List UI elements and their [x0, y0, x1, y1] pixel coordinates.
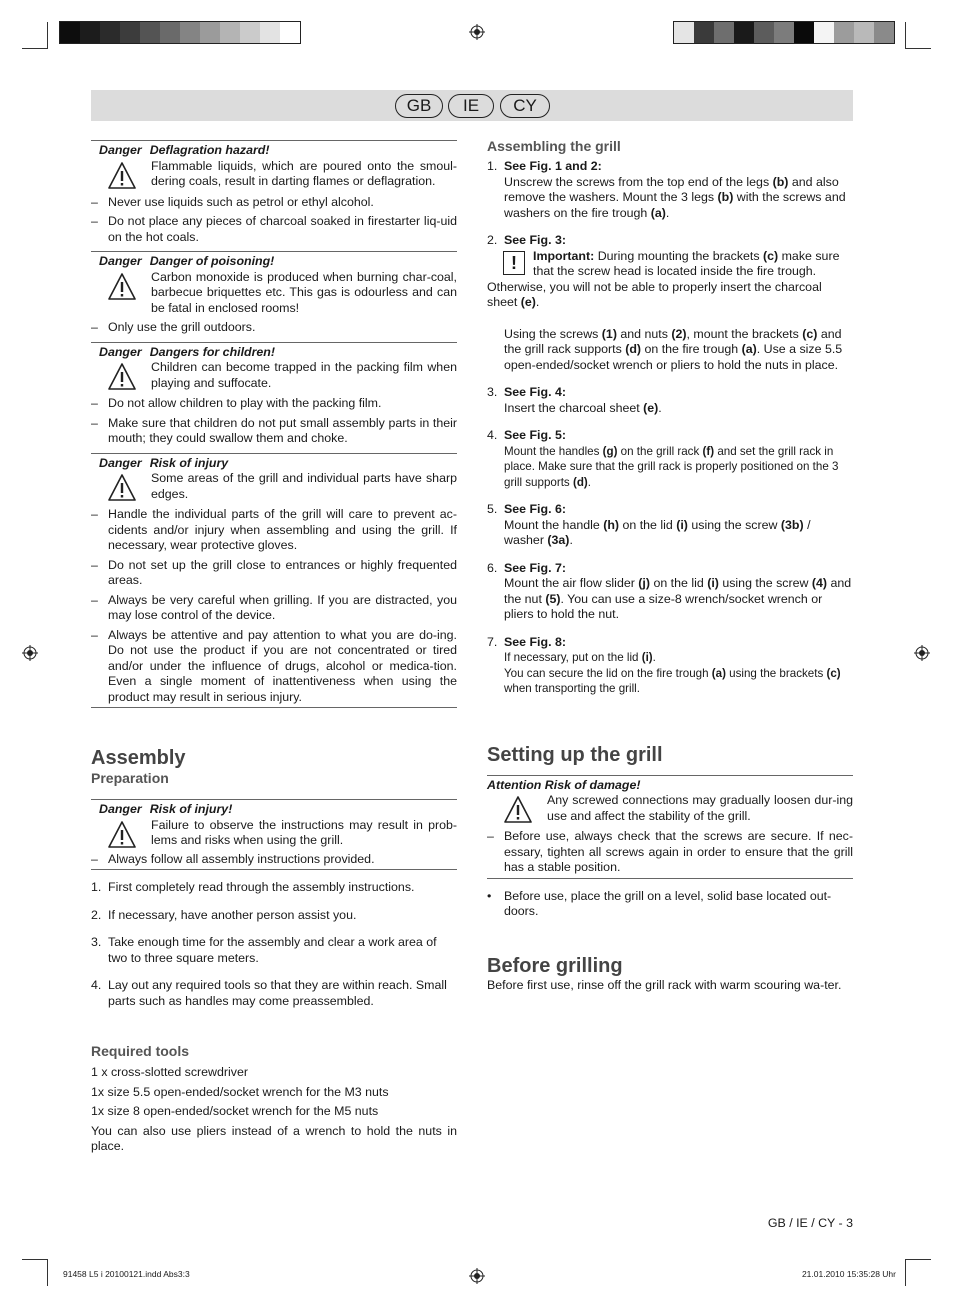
- warning-body: Some areas of the grill and individual parts have sharp edges.: [151, 471, 457, 501]
- important-note: ! Important: During mounting the brackets (c) make sure that the screw head is located inside the fire trough. Otherwise, you will not be able to properly insert the charcoal sheet (e).: [487, 248, 840, 309]
- color-swatch: [694, 22, 714, 43]
- color-swatch: [240, 22, 260, 43]
- lang-ie: IE: [448, 94, 494, 118]
- list-item: 1x size 5.5 open-ended/socket wrench for the M3 nuts: [91, 1084, 389, 1099]
- subsection-title-assembling: Assembling the grill: [487, 138, 621, 154]
- color-swatch: [220, 22, 240, 43]
- list-item: – Never use liquids such as petrol or ethyl alcohol.: [91, 195, 457, 211]
- color-swatch: [774, 22, 794, 43]
- list-item: – Handle the individual parts of the grill will care to prevent ac-cidents and/or injury when assembling and using the grill. If necessary, wear protective gloves.: [91, 507, 457, 554]
- warning-children: Danger Dangers for children! Children can become trapped in the packing film when playing and suffocate. – Do not allow children to play with the packing film. – Make sure that children do not put small assembly parts in their mouth; they could swallow them and choke.: [91, 342, 457, 447]
- warning-deflagration: Danger Deflagration hazard! Flammable liquids, which are poured onto the smoul-dering coals, result in darting flames or deflagration. – Never use liquids such as petrol or ethyl alcohol. – Do not place any pieces of charcoal soaked in firestarter liq-uid on the hot coals.: [91, 140, 457, 245]
- list-item: – Always follow all assembly instructions provided.: [91, 852, 457, 868]
- list-item: 1. See Fig. 1 and 2: Unscrew the screws from the top end of the legs (b) and also remove the washers. Mount the 3 legs (b) with the screws and washers on the fire trough (a).: [487, 159, 846, 220]
- color-swatch: [754, 22, 774, 43]
- color-swatch: [140, 22, 160, 43]
- section-title-assembly: Assembly: [91, 747, 186, 769]
- crop-mark: [905, 1260, 906, 1286]
- list-item: 1x size 8 open-ended/socket wrench for the M5 nuts: [91, 1104, 379, 1118]
- print-date: 21.01.2010 15:35:28 Uhr: [801, 1269, 896, 1279]
- section-title-setup: Setting up the grill: [487, 743, 663, 766]
- subsection-title-preparation: Preparation: [91, 770, 169, 786]
- list-item: – Do not set up the grill close to entrances or highly frequented areas.: [91, 558, 457, 589]
- list-item: – Make sure that children do not put small assembly parts in their mouth; they could swallow them and choke.: [91, 416, 457, 447]
- registration-mark-icon: [469, 1268, 485, 1284]
- color-swatch: [160, 22, 180, 43]
- paragraph: Using the screws (1) and nuts (2), mount the brackets (c) and the grill rack supports (d) on the fire trough (a). Use a size 5.5 open-ended/socket wrench or pliers to hold the nuts in place.: [504, 326, 843, 372]
- warning-body: Children can become trapped in the packing film when playing and suffocate.: [151, 360, 457, 390]
- color-swatch: [734, 22, 754, 43]
- crop-mark: [905, 1259, 931, 1260]
- warning-triangle-icon: [107, 161, 137, 191]
- section-title-before-grilling: Before grilling: [487, 954, 623, 977]
- crop-mark: [905, 48, 931, 49]
- crop-mark: [47, 1260, 48, 1286]
- list-item: – Always be attentive and pay attention to what you are do-ing. Do not use the product if you are not concentrated or tired and/or under the influence of drugs, alcohol or medica-tion. Even a single moment of inattentiveness when using the product may result in serious injury.: [91, 628, 457, 706]
- lang-cy: CY: [500, 94, 550, 118]
- color-swatch: [674, 22, 694, 43]
- lang-gb: GB: [395, 94, 443, 118]
- color-swatch: [280, 22, 300, 43]
- language-bar: [91, 90, 853, 121]
- color-swatch: [874, 22, 894, 43]
- warning-body: Failure to observe the instructions may result in prob-lems and risks when using the grill.: [151, 817, 457, 847]
- warning-assembly: Danger Risk of injury! Failure to observe the instructions may result in prob-lems and risks when using the grill. – Always follow all assembly instructions provided.: [91, 799, 457, 870]
- page-number: GB / IE / CY - 3: [767, 1216, 853, 1230]
- warning-injury: Danger Risk of injury Some areas of the grill and individual parts have sharp edges. – Handle the individual parts of the grill will care to prevent ac-cidents and/or injury when assembling and using the grill. If necessary, wear protective gloves. – Do not set up the grill close to entrances or highly frequented areas. – Always be very careful when grilling. If you are distracted, you may lose control of the device. – Always be attentive and pay attention to what you are do-ing. Do not use the product if you are not concentrated or tired and/or under the influence of drugs, alcohol or medica-tion. Even a single moment of inattentiveness when using the product may result in serious injury.: [91, 453, 457, 709]
- color-swatch: [180, 22, 200, 43]
- color-swatch: [100, 22, 120, 43]
- list-item: 6. See Fig. 7: Mount the air flow slider (j) on the lid (i) using the screw (4) and the nut (5). You can use a size-8 wrench/socket wrench or pliers to hold the nut.: [487, 560, 852, 621]
- registration-mark-icon: [469, 24, 485, 40]
- list-item: – Only use the grill outdoors.: [91, 320, 457, 336]
- color-swatch: [200, 22, 220, 43]
- list-item: • Before use, place the grill on a level, solid base located out-doors.: [487, 889, 853, 920]
- registration-mark-icon: [914, 645, 930, 661]
- warning-damage: Attention Risk of damage! Any screwed connections may gradually loosen dur-ing use and affect the stability of the grill. – Before use, always check that the screws are secure. If nec-essary, tighten all screws again in order to ensure that the grill has a stable position.: [487, 775, 853, 879]
- color-swatch: [60, 22, 80, 43]
- warning-triangle-icon: [107, 473, 137, 503]
- warning-triangle-icon: [107, 272, 137, 302]
- list-item: 3. See Fig. 4: Insert the charcoal sheet (e).: [487, 385, 662, 415]
- assembly-steps: [91, 880, 457, 1009]
- list-item: 2. See Fig. 3:: [487, 233, 566, 247]
- paragraph: Before first use, rinse off the grill rack with warm scouring wa-ter.: [487, 977, 842, 992]
- warning-triangle-icon: [107, 362, 137, 392]
- list-item: 5. See Fig. 6: Mount the handle (h) on the lid (i) using the screw (3b) / washer (3a).: [487, 502, 811, 547]
- warning-triangle-icon: [503, 795, 533, 825]
- list-item: – Do not allow children to play with the packing film.: [91, 396, 457, 412]
- warning-poisoning: Danger Danger of poisoning! Carbon monoxide is produced when burning char-coal, barbecue briquettes etc. This gas is odourless and can be fatal in enclosed rooms! – Only use the grill outdoors.: [91, 251, 457, 336]
- color-bar-left: [59, 21, 301, 44]
- list-item: 1. First completely read through the assembly instructions.: [91, 880, 415, 894]
- list-item: 4. See Fig. 5: Mount the handles (g) on the grill rack (f) and set the grill rack in place. Make sure that the grill rack is properly positioned on the 3 grill supports (d).: [487, 428, 839, 489]
- crop-mark: [22, 48, 48, 49]
- list-item: – Before use, always check that the screws are secure. If nec-essary, tighten all screws again in order to ensure that the grill has a stable position.: [487, 829, 853, 876]
- list-item: 2. If necessary, have another person assist you.: [91, 907, 357, 922]
- warning-body: Carbon monoxide is produced when burning char-coal, barbecue briquettes etc. This gas is odourless and can be fatal in enclosed rooms!: [151, 269, 457, 315]
- list-item: – Do not place any pieces of charcoal soaked in firestarter liq-uid on the hot coals.: [91, 214, 457, 245]
- color-swatch: [794, 22, 814, 43]
- list-item: – Always be very careful when grilling. If you are distracted, you may lose control of the device.: [91, 593, 457, 624]
- list-item: 4. Lay out any required tools so that they are within reach. Small parts such as handles may come preassembled.: [91, 978, 447, 1008]
- color-swatch: [120, 22, 140, 43]
- color-swatch: [854, 22, 874, 43]
- color-swatch: [260, 22, 280, 43]
- right-column: [487, 138, 853, 993]
- list-item: 1 x cross-slotted screwdriver: [91, 1065, 248, 1079]
- list-item: 3. Take enough time for the assembly and clear a work area of two to three square meters.: [91, 935, 437, 965]
- warning-triangle-icon: [107, 820, 137, 850]
- list-item: 7. See Fig. 8: If necessary, put on the lid (i). You can secure the lid on the fire trough (a) using the brackets (c) when transporting the grill.: [487, 634, 841, 695]
- crop-mark: [905, 22, 906, 48]
- crop-mark: [22, 1259, 48, 1260]
- color-swatch: [834, 22, 854, 43]
- warning-body: Flammable liquids, which are poured onto the smoul-dering coals, result in darting flames or deflagration.: [151, 158, 457, 188]
- paragraph: You can also use pliers instead of a wrench to hold the nuts in place.: [91, 1123, 457, 1153]
- color-swatch: [714, 22, 734, 43]
- file-info: 91458 L5 i 20100121.indd Abs3:3: [63, 1269, 190, 1279]
- warning-body: Any screwed connections may gradually loosen dur-ing use and affect the stability of the grill.: [547, 793, 853, 823]
- registration-mark-icon: [22, 645, 38, 661]
- color-bar-right: [673, 21, 895, 44]
- color-swatch: [80, 22, 100, 43]
- exclamation-icon: !: [503, 251, 525, 275]
- color-swatch: [814, 22, 834, 43]
- crop-mark: [47, 22, 48, 48]
- subsection-title-tools: Required tools: [91, 1043, 190, 1059]
- left-column: [91, 140, 457, 1155]
